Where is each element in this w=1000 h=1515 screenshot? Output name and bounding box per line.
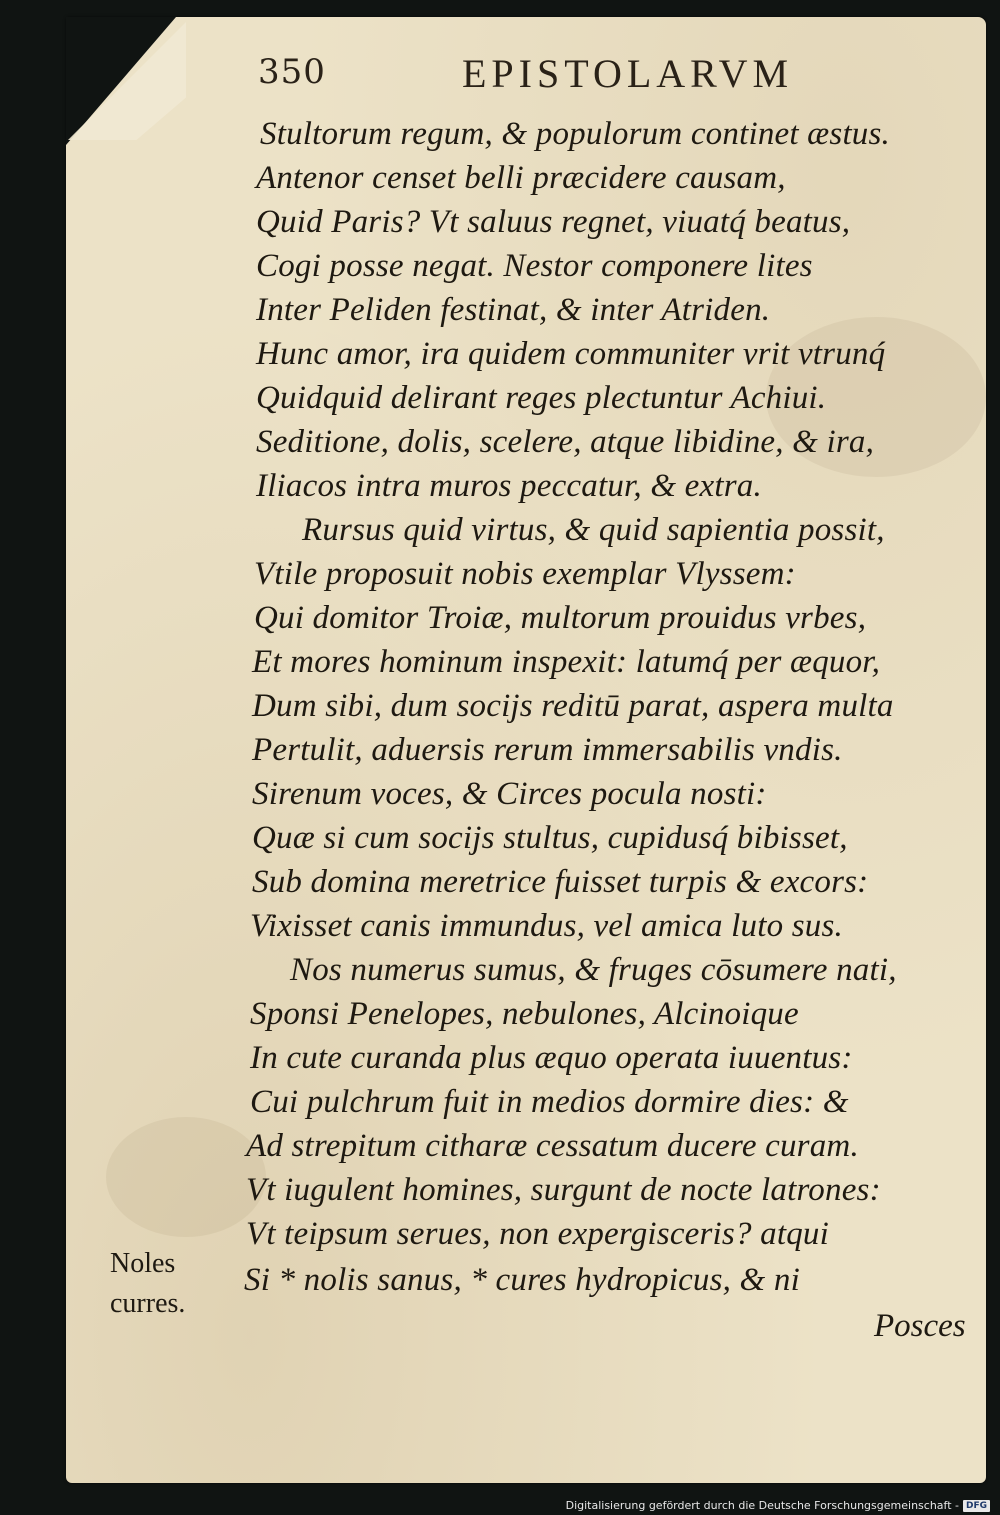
verse-line: Stultorum regum, & populorum continet æstus. — [260, 116, 890, 152]
running-head: EPISTOLARVM — [462, 51, 794, 96]
verse-line: Et mores hominum inspexit: latumq́ per æquor, — [252, 644, 881, 680]
verse-line: Quid Paris? Vt saluus regnet, viuatq́ beatus, — [256, 204, 851, 240]
verse-line: Sub domina meretrice fuisset turpis & excors: — [252, 864, 869, 900]
verse-line: Rursus quid virtus, & quid sapientia possit, — [302, 512, 885, 548]
verse-line: Sirenum voces, & Circes pocula nosti: — [252, 776, 767, 812]
verse-line: Inter Peliden festinat, & inter Atriden. — [256, 292, 771, 328]
verse-line: Cogi posse negat. Nestor componere lites — [256, 248, 813, 284]
digitization-credit — [566, 1499, 990, 1512]
verse-line: Quidquid delirant reges plectuntur Achiui. — [256, 380, 827, 416]
verse-line: Ad strepitum citharæ cessatum ducere curam. — [246, 1128, 859, 1164]
verse-line: Antenor censet belli præcidere causam, — [256, 160, 786, 196]
verse-line: Seditione, dolis, scelere, atque libidine, & ira, — [256, 424, 875, 460]
verse-line: Vixisset canis immundus, vel amica luto sus. — [250, 908, 843, 944]
verse-line: Qui domitor Troiæ, multorum prouidus vrbes, — [254, 600, 867, 636]
verse-line: Quæ si cum socijs stultus, cupidusq́ bibisset, — [252, 820, 848, 856]
paper-stain — [106, 1117, 266, 1237]
verse-line: Vtile proposuit nobis exemplar Vlyssem: — [254, 556, 796, 592]
catchword: Posces — [874, 1308, 966, 1344]
page-number: 350 — [258, 52, 326, 92]
verse-line: Vt teipsum serues, non expergisceris? atqui — [246, 1216, 829, 1252]
verse-line: Sponsi Penelopes, nebulones, Alcinoique — [250, 996, 799, 1032]
verse-line: Vt iugulent homines, surgunt de nocte latrones: — [246, 1172, 881, 1208]
marginal-note — [110, 1244, 185, 1324]
verse-line: Si * nolis sanus, * cures hydropicus, & ni — [244, 1262, 800, 1298]
dfg-logo: DFG — [963, 1500, 990, 1512]
verse-line: Dum sibi, dum socijs reditū parat, aspera multa — [252, 688, 894, 724]
credit-text: Digitalisierung gefördert durch die Deutsche Forschungsgemeinschaft - — [565, 1499, 959, 1512]
verse-line: Hunc amor, ira quidem communiter vrit vtrunq́ — [256, 336, 886, 372]
marginal-note-line: Noles — [110, 1248, 176, 1279]
verse-line: Nos numerus sumus, & fruges cōsumere nati, — [290, 952, 897, 988]
verse-line: Pertulit, aduersis rerum immersabilis vndis. — [252, 732, 843, 768]
verse-line: Cui pulchrum fuit in medios dormire dies: & — [250, 1084, 849, 1120]
verse-line: Iliacos intra muros peccatur, & extra. — [256, 468, 762, 504]
verse-line: In cute curanda plus æquo operata iuuentus: — [250, 1040, 853, 1076]
marginal-note-line: curres. — [110, 1288, 186, 1319]
